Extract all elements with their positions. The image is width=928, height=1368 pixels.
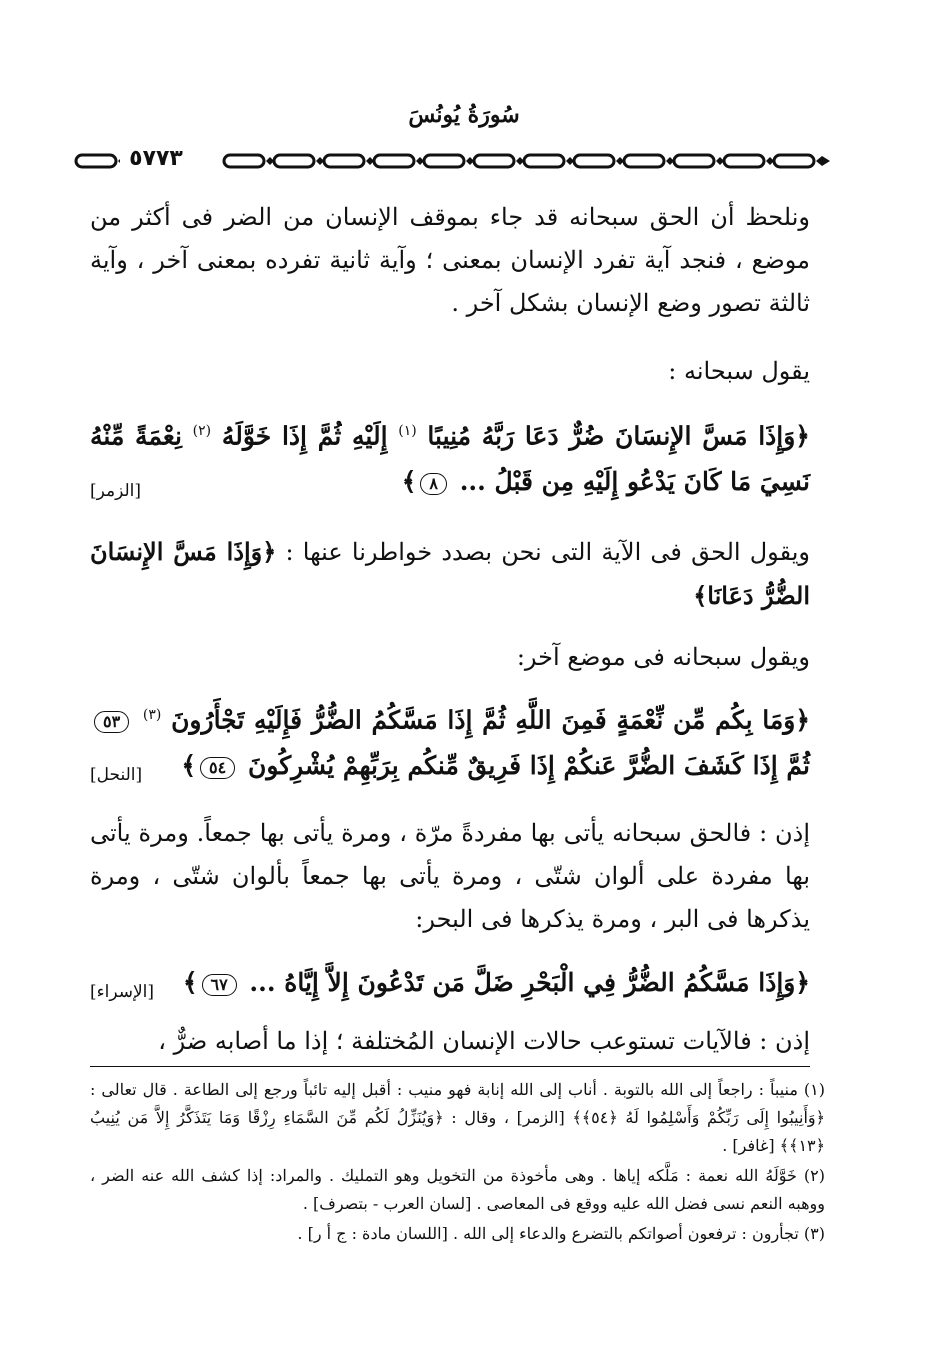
quran-verse [90, 960, 810, 1006]
verse-bracket: ﴾ [182, 968, 198, 997]
verse-text: ثُمَّ إِذَا كَشَفَ الضُّرَّ عَنكُمْ إِذَا فَرِيقٌ مِّنكُم بِرَبِّهِمْ يُشْرِكُونَ [247, 751, 810, 781]
verse-row [90, 692, 810, 789]
paragraph-conclusion [90, 1020, 810, 1063]
body-text: إذن : فالآيات تستوعب حالات الإنسان المُختلفة ؛ إذا ما أصابه ضرٌّ ، [158, 1027, 810, 1055]
footnote-divider [90, 1066, 810, 1067]
quran-verse [90, 408, 810, 505]
verse-text: ﴿وَمَا بِكُم مِّن نِّعْمَةٍ فَمِنَ اللَّهِ ثُمَّ إِذَا مَسَّكُمُ الضُّرُّ فَإِلَيْهِ تَجْأَرُونَ [171, 705, 810, 735]
verse-row [90, 960, 810, 1006]
ayah-number: ٨ [420, 473, 447, 495]
ayah-number: ٥٣ [94, 711, 129, 733]
verse-bracket: ﴾ [401, 467, 417, 497]
body-text: يقول سبحانه : [668, 357, 810, 385]
ayah-number: ٥٤ [200, 757, 235, 779]
decorative-border [74, 146, 834, 172]
paragraph-lead-3 [90, 636, 810, 679]
verse-text: ﴿وَإِذَا مَسَّ الإِنسَانَ ضُرٌّ دَعَا رَبَّهُ مُنِيبًا [427, 421, 810, 451]
verse-bracket: ﴾ [181, 751, 197, 781]
inline-verse: ﴿وَإِذَا مَسَّ الإِنسَانَ الضُّرُّ دَعَانَا﴾ [90, 537, 810, 610]
footnote-2: (٢) خَوَّلَهُ الله نعمة : مَلَّكه إياها . وهى مأخوذة من التخويل وهو التمليك . والمراد: إذا كشف الله عنه الضر ، ووهبه النعم نسى فضل الله عليه ووقع فى المعاصى . [لسان العرب - بتصرف] . [90, 1166, 825, 1213]
verse-block-isra [90, 960, 810, 1006]
surah-reference: [النحل] [90, 765, 143, 786]
page-number: ٥٧٧٣ [120, 144, 192, 174]
surah-reference: [الزمر] [90, 481, 142, 502]
verse-text: ﴿وَإِذَا مَسَّكُمُ الضُّرُّ فِي الْبَحْرِ ضَلَّ مَن تَدْعُونَ إِلاَّ إِيَّاهُ ... [249, 968, 810, 997]
paragraph-explanation [90, 812, 810, 941]
surah-title: سُورَةُ يُونُسَ [408, 102, 520, 128]
paragraph-lead-2 [90, 530, 810, 618]
footnote-marker: (٣) [142, 707, 162, 723]
quran-verse [90, 692, 810, 789]
surah-reference: [الإسراء] [90, 982, 155, 1002]
paragraph-lead-1 [90, 350, 810, 393]
verse-text: إِلَيْهِ ثُمَّ إِذَا خَوَّلَهُ [221, 421, 388, 451]
body-text: إذن : فالحق سبحانه يأتى بها مفردةً مرّة ، ومرة يأتى بها جمعاً. ومرة يأتى بها مفردة على ألوان شتّى ، ومرة يأتى بها جمعاً بألوان شتّى ، ومرة يذكرها فى البر ، ومرة يذكرها فى البحر: [90, 819, 810, 933]
body-text-span: ويقول الحق فى الآية التى نحن بصدد خواطرنا عنها : [285, 538, 810, 566]
body-text: ويقول سبحانه فى موضع آخر: [516, 643, 810, 671]
body-text [90, 530, 810, 618]
footnote-marker: (١) [398, 423, 417, 439]
paragraph-intro [90, 196, 810, 325]
verse-text: نِعْمَةً مِّنْهُ نَسِيَ مَا كَانَ يَدْعُو إِلَيْهِ مِن قَبْلُ ... [90, 421, 810, 497]
footnote-1: (١) منيباً : راجعاً إلى الله بالتوبة . أناب إلى الله إنابة فهو منيب : أقبل إليه تائباً ورجع إلى الطاعة . قال تعالى : ﴿وَأَنِيبُوا إِلَى رَبِّكُمْ وَأَسْلِمُوا لَهُ ﴿٥٤﴾﴾ [الزمر] ، وقال : ﴿وَيُنَزِّلُ لَكُم مِّنَ السَّمَاءِ رِزْقًا وَمَا يَتَذَكَّرُ إِلاَّ مَن يُنِيبُ ﴿١٣﴾﴾ [غافر] . [90, 1080, 826, 1155]
footnotes [90, 1076, 825, 1250]
verse-row [90, 408, 810, 505]
ayah-number: ٦٧ [202, 974, 237, 996]
verse-block-nahl [90, 692, 810, 789]
footnote-3: (٣) تجأرون : ترفعون أصواتكم بالتضرع والدعاء إلى الله . [اللسان مادة : ج أ ر] . [297, 1224, 825, 1243]
body-text: ونلحظ أن الحق سبحانه قد جاء بموقف الإنسان من الضر فى أكثر من موضع ، فنجد آية تفرد الإنسان بمعنى ؛ وآية ثانية تفرده بمعنى آخر ، وآية ثالثة تصور وضع الإنسان بشكل آخر . [90, 203, 810, 317]
verse-block-zumar [90, 408, 810, 505]
footnote-marker: (٢) [192, 423, 212, 439]
